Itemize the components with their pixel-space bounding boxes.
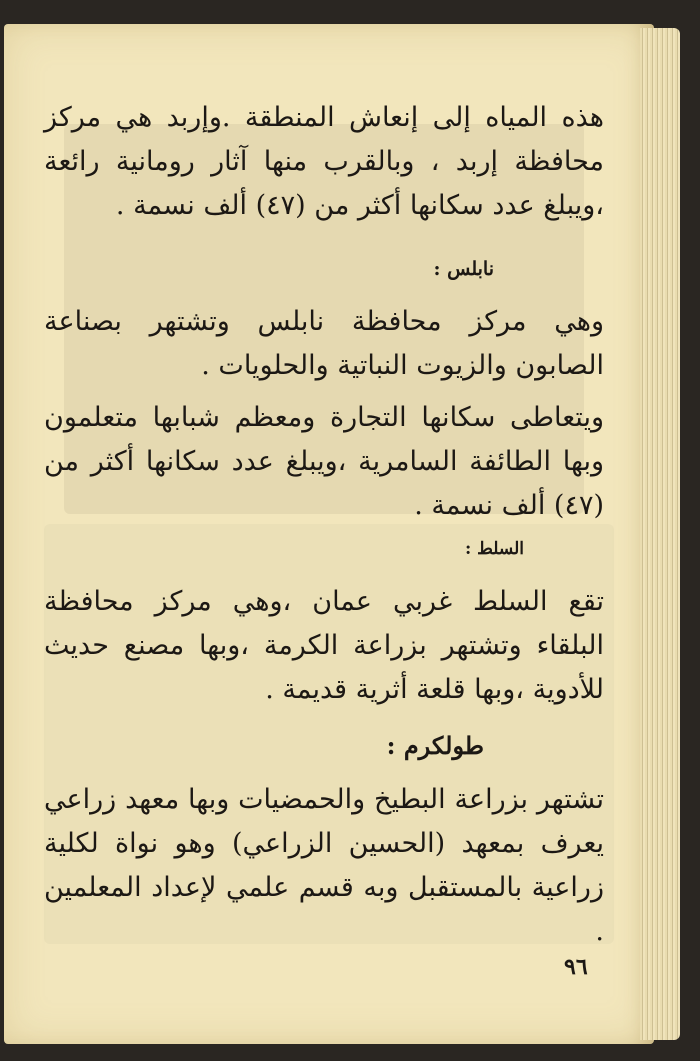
paragraph-nablus-2: ويتعاطى سكانها التجارة ومعظم شبابها متعلمون وبها الطائفة السامرية ،ويبلغ عدد سكانها أكثر من (٤٧) ألف نسمة . xyxy=(44,402,604,521)
page-edges xyxy=(640,28,680,1040)
heading-salt: السلط : xyxy=(464,539,524,559)
paragraph-salt: تقع السلط غربي عمان ،وهي مركز محافظة البلقاء وتشتهر بزراعة الكرمة ،وبها مصنع حديث للأدوية ،وبها قلعة أثرية قديمة . xyxy=(44,586,604,705)
page-number: ٩٦ xyxy=(564,954,588,980)
paragraph-tulkarm: تشتهر بزراعة البطيخ والحمضيات وبها معهد زراعي يعرف بمعهد (الحسين الزراعي) وهو نواة لكلية زراعية بالمستقبل وبه قسم علمي لإعداد المعلمين . xyxy=(44,784,604,947)
heading-tulkarm: طولكرم : xyxy=(386,731,484,760)
book-page xyxy=(4,24,654,1044)
paragraph-nablus-1: وهي مركز محافظة نابلس وتشتهر بصناعة الصابون والزيوت النباتية والحلويات . xyxy=(44,306,604,381)
heading-nablus: نابلس : xyxy=(433,258,494,280)
paragraph-irbid: هذه المياه إلى إنعاش المنطقة .وإربد هي مركز محافظة إربد ، وبالقرب منها آثار رومانية رائعة ،ويبلغ عدد سكانها أكثر من (٤٧) ألف نسمة . xyxy=(44,102,604,221)
